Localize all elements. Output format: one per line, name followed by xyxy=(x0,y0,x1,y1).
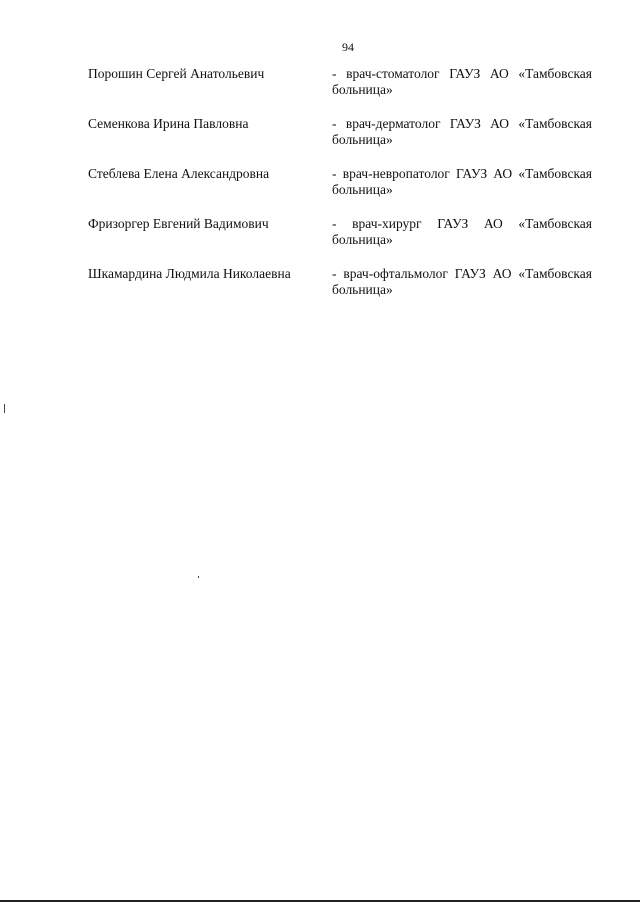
staff-role: - врач-невропатолог ГАУЗ АО «Тамбовская больница» xyxy=(332,166,592,197)
scan-speck xyxy=(198,576,199,578)
staff-name: Шкамардина Людмила Николаевна xyxy=(88,266,291,281)
staff-role: - врач-дерматолог ГАУЗ АО «Тамбовская больница» xyxy=(332,116,592,147)
staff-entry xyxy=(88,266,592,316)
staff-name: Стеблева Елена Александровна xyxy=(88,166,270,181)
staff-role: - врач-офтальмолог ГАУЗ АО «Тамбовская больница» xyxy=(332,266,592,297)
staff-entry xyxy=(88,166,592,216)
staff-role: - врач-стоматолог ГАУЗ АО «Тамбовская больница» xyxy=(332,66,592,97)
staff-role: - врач-хирург ГАУЗ АО «Тамбовская больница» xyxy=(332,216,592,247)
staff-name: Фризоргер Евгений Вадимович xyxy=(88,216,269,231)
scan-speck xyxy=(4,404,5,413)
page-number: 94 xyxy=(342,40,354,54)
staff-entry xyxy=(88,116,592,166)
scan-border-line xyxy=(0,900,640,902)
staff-name: Семенкова Ирина Павловна xyxy=(88,116,249,131)
staff-entry xyxy=(88,66,592,116)
staff-entry xyxy=(88,216,592,266)
staff-list xyxy=(88,66,592,316)
staff-name: Порошин Сергей Анатольевич xyxy=(88,66,265,81)
